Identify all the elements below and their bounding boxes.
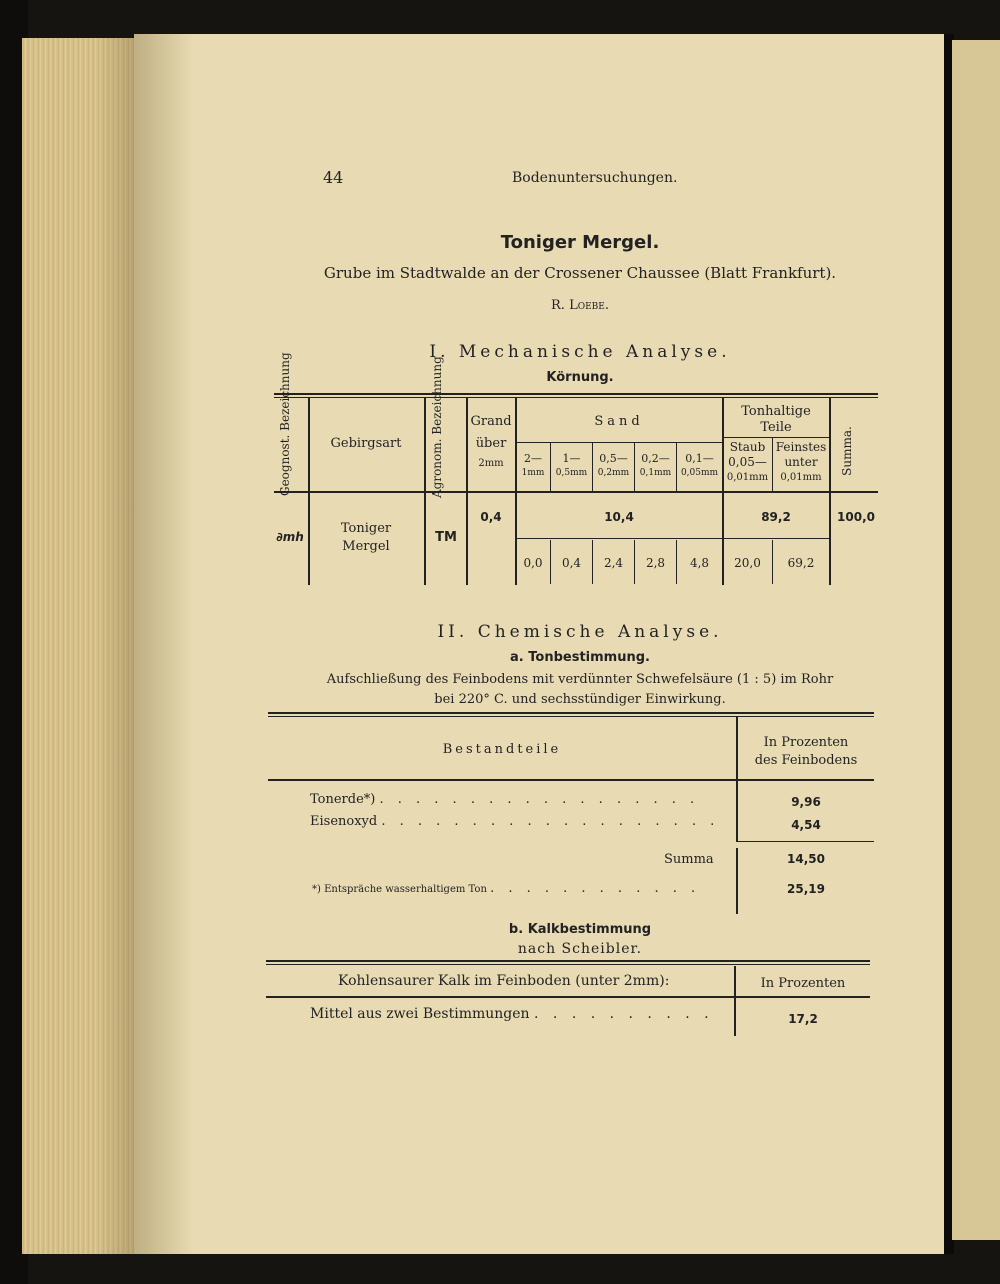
sand-col-from: 0,5—: [599, 452, 628, 465]
sand-col-to: 0,2mm: [597, 468, 630, 478]
table1-subtotal-rule: [516, 538, 829, 539]
sand-col-from: 0,1—: [685, 452, 714, 465]
sand-col-to: 0,5mm: [555, 468, 588, 478]
header-staub-line1: Staub: [729, 440, 766, 454]
sand-col-to: 1mm: [521, 468, 545, 478]
summa-value: 14,50: [787, 852, 825, 866]
header-prozent-line2: des Feinbodens: [754, 753, 858, 768]
header-geognost: [278, 352, 308, 496]
cell-sand-value: 0,4: [561, 556, 582, 570]
header-geognost-text: Geognost. Bezeichnung: [278, 352, 292, 496]
kalk-row-value: 17,2: [788, 1012, 818, 1026]
table1-sand-rule: [516, 442, 722, 443]
table2-sum-rule: [736, 841, 874, 842]
header-sand: Sand: [594, 414, 644, 429]
cell-grand: 0,4: [480, 510, 502, 524]
sand-col-to: 0,05mm: [680, 468, 719, 478]
header-agronom: [430, 356, 460, 498]
header-staub: [723, 440, 772, 485]
footnote: [312, 881, 700, 896]
table3-header-rule: [266, 996, 870, 998]
table1-top-rule-thin: [274, 397, 878, 398]
page-title: Toniger Mergel.: [500, 232, 660, 253]
method-description-2: bei 220° C. und sechsstündiger Einwirkung.: [434, 692, 726, 707]
sand-col-from: 2—: [524, 452, 542, 465]
header-sand-col: [516, 452, 550, 480]
section-subheading-b: b. Kalkbestimmung: [508, 922, 652, 937]
cell-feinstes: 69,2: [787, 556, 815, 570]
kalk-col-header: In Prozenten: [760, 976, 846, 991]
cell-gebirgsart-line1: Toniger: [340, 521, 392, 536]
header-sand-col: [551, 452, 592, 480]
table3-top-rule: [266, 960, 870, 962]
book-page: [134, 34, 944, 1254]
cell-ton-total: 89,2: [761, 510, 791, 524]
header-grand-line1: Grand: [470, 414, 512, 429]
kalk-header: Kohlensaurer Kalk im Feinboden (unter 2mm):: [338, 973, 670, 989]
cell-sand-total: 10,4: [604, 510, 634, 524]
header-sand-col: [593, 452, 634, 480]
table2-top-rule: [268, 712, 874, 714]
cell-gebirgsart: [310, 520, 422, 556]
row-value: 4,54: [791, 818, 821, 832]
table1-col-divider: [424, 397, 426, 585]
header-prozent-line1: In Prozenten: [763, 735, 849, 750]
cell-sand-value: 4,8: [689, 556, 710, 570]
section-heading-2: II. Chemische Analyse.: [437, 622, 723, 642]
row-label-text: Eisenoxyd: [310, 814, 378, 829]
cell-staub: 20,0: [734, 556, 761, 570]
header-grand: [468, 414, 514, 472]
header-staub-line2: 0,05—: [728, 455, 767, 469]
author: R. Loebe.: [551, 298, 609, 313]
sand-col-from: 1—: [562, 452, 581, 465]
section-subheading-a: a. Tonbestimmung.: [510, 650, 650, 665]
row-label: [310, 814, 719, 829]
sand-col-to: 0,1mm: [639, 468, 672, 478]
page-gutter: [134, 34, 194, 1254]
header-sand-col: [677, 452, 722, 480]
kalk-row-label: Mittel aus zwei Bestimmungen: [310, 1006, 530, 1022]
cell-agronom: TM: [435, 530, 457, 545]
cell-geognost: ∂mh: [276, 530, 304, 544]
cell-summa: 100,0: [837, 510, 875, 524]
header-tonhaltige-line2: Teile: [760, 420, 792, 435]
table1-ton-rule: [723, 437, 829, 438]
header-summa: [840, 411, 870, 491]
header-feinstes: [773, 440, 829, 485]
method-description-1: Aufschließung des Feinbodens mit verdünnter Schwefelsäure (1 : 5) im Rohr: [326, 672, 834, 687]
header-grand-line3: 2mm: [478, 458, 504, 469]
summa-label: Summa: [664, 852, 714, 867]
table1-top-rule: [274, 393, 878, 395]
header-prozent: [738, 734, 874, 770]
cell-sand-value: 0,0: [523, 556, 543, 570]
header-feinstes-line3: 0,01mm: [780, 472, 822, 483]
page-stack-shadow: [96, 38, 136, 1254]
table2-top-rule-thin: [268, 716, 874, 717]
leader-dots: . . . . . . . . . . . .: [490, 881, 701, 896]
leader-dots: . . . . . . . . . .: [534, 1006, 714, 1022]
subtitle: Grube im Stadtwalde an der Crossener Chaussee (Blatt Frankfurt).: [323, 264, 837, 282]
header-feinstes-line1: Feinstes: [775, 440, 827, 454]
footnote-text: *) Entspräche wasserhaltigem Ton: [312, 884, 487, 895]
footnote-value: 25,19: [787, 882, 825, 896]
header-sand-col: [635, 452, 676, 480]
leader-dots: . . . . . . . . . . . . . . . . . . .: [381, 814, 720, 829]
header-feinstes-line2: unter: [784, 455, 818, 469]
table1-header-rule: [274, 491, 878, 493]
section-heading-1: I. Mechanische Analyse.: [429, 342, 731, 362]
section-subheading-1: Körnung.: [546, 370, 614, 385]
header-staub-line3: 0,01mm: [726, 472, 769, 483]
row-label-text: Tonerde*): [310, 792, 376, 807]
header-gebirgsart: Gebirgsart: [330, 436, 402, 451]
header-tonhaltige-line1: Tonhaltige: [741, 404, 811, 419]
table2-header-rule: [268, 779, 874, 781]
page-number: 44: [323, 168, 344, 187]
kalk-row: [310, 1006, 714, 1022]
table1-col-divider: [829, 397, 831, 585]
table3-top-rule-thin: [266, 964, 870, 965]
row-value: 9,96: [791, 795, 821, 809]
header-agronom-text: Agronom. Bezeichnung: [430, 356, 444, 498]
running-head: Bodenuntersuchungen.: [512, 170, 678, 186]
section-subheading-b2: nach Scheibler.: [517, 941, 643, 957]
header-summa-text: Summa.: [840, 426, 854, 476]
leader-dots: . . . . . . . . . . . . . . . . . .: [379, 792, 700, 807]
cell-gebirgsart-line2: Mergel: [342, 539, 390, 554]
header-tonhaltige: [724, 404, 828, 436]
cell-sand-value: 2,8: [645, 556, 666, 570]
cell-sand-value: 2,4: [603, 556, 624, 570]
row-label: [310, 792, 699, 807]
header-grand-line2: über: [475, 436, 507, 451]
table1-col-divider: [308, 397, 310, 585]
header-bestandteile: Bestandteile: [442, 742, 562, 757]
sand-col-from: 0,2—: [641, 452, 670, 465]
